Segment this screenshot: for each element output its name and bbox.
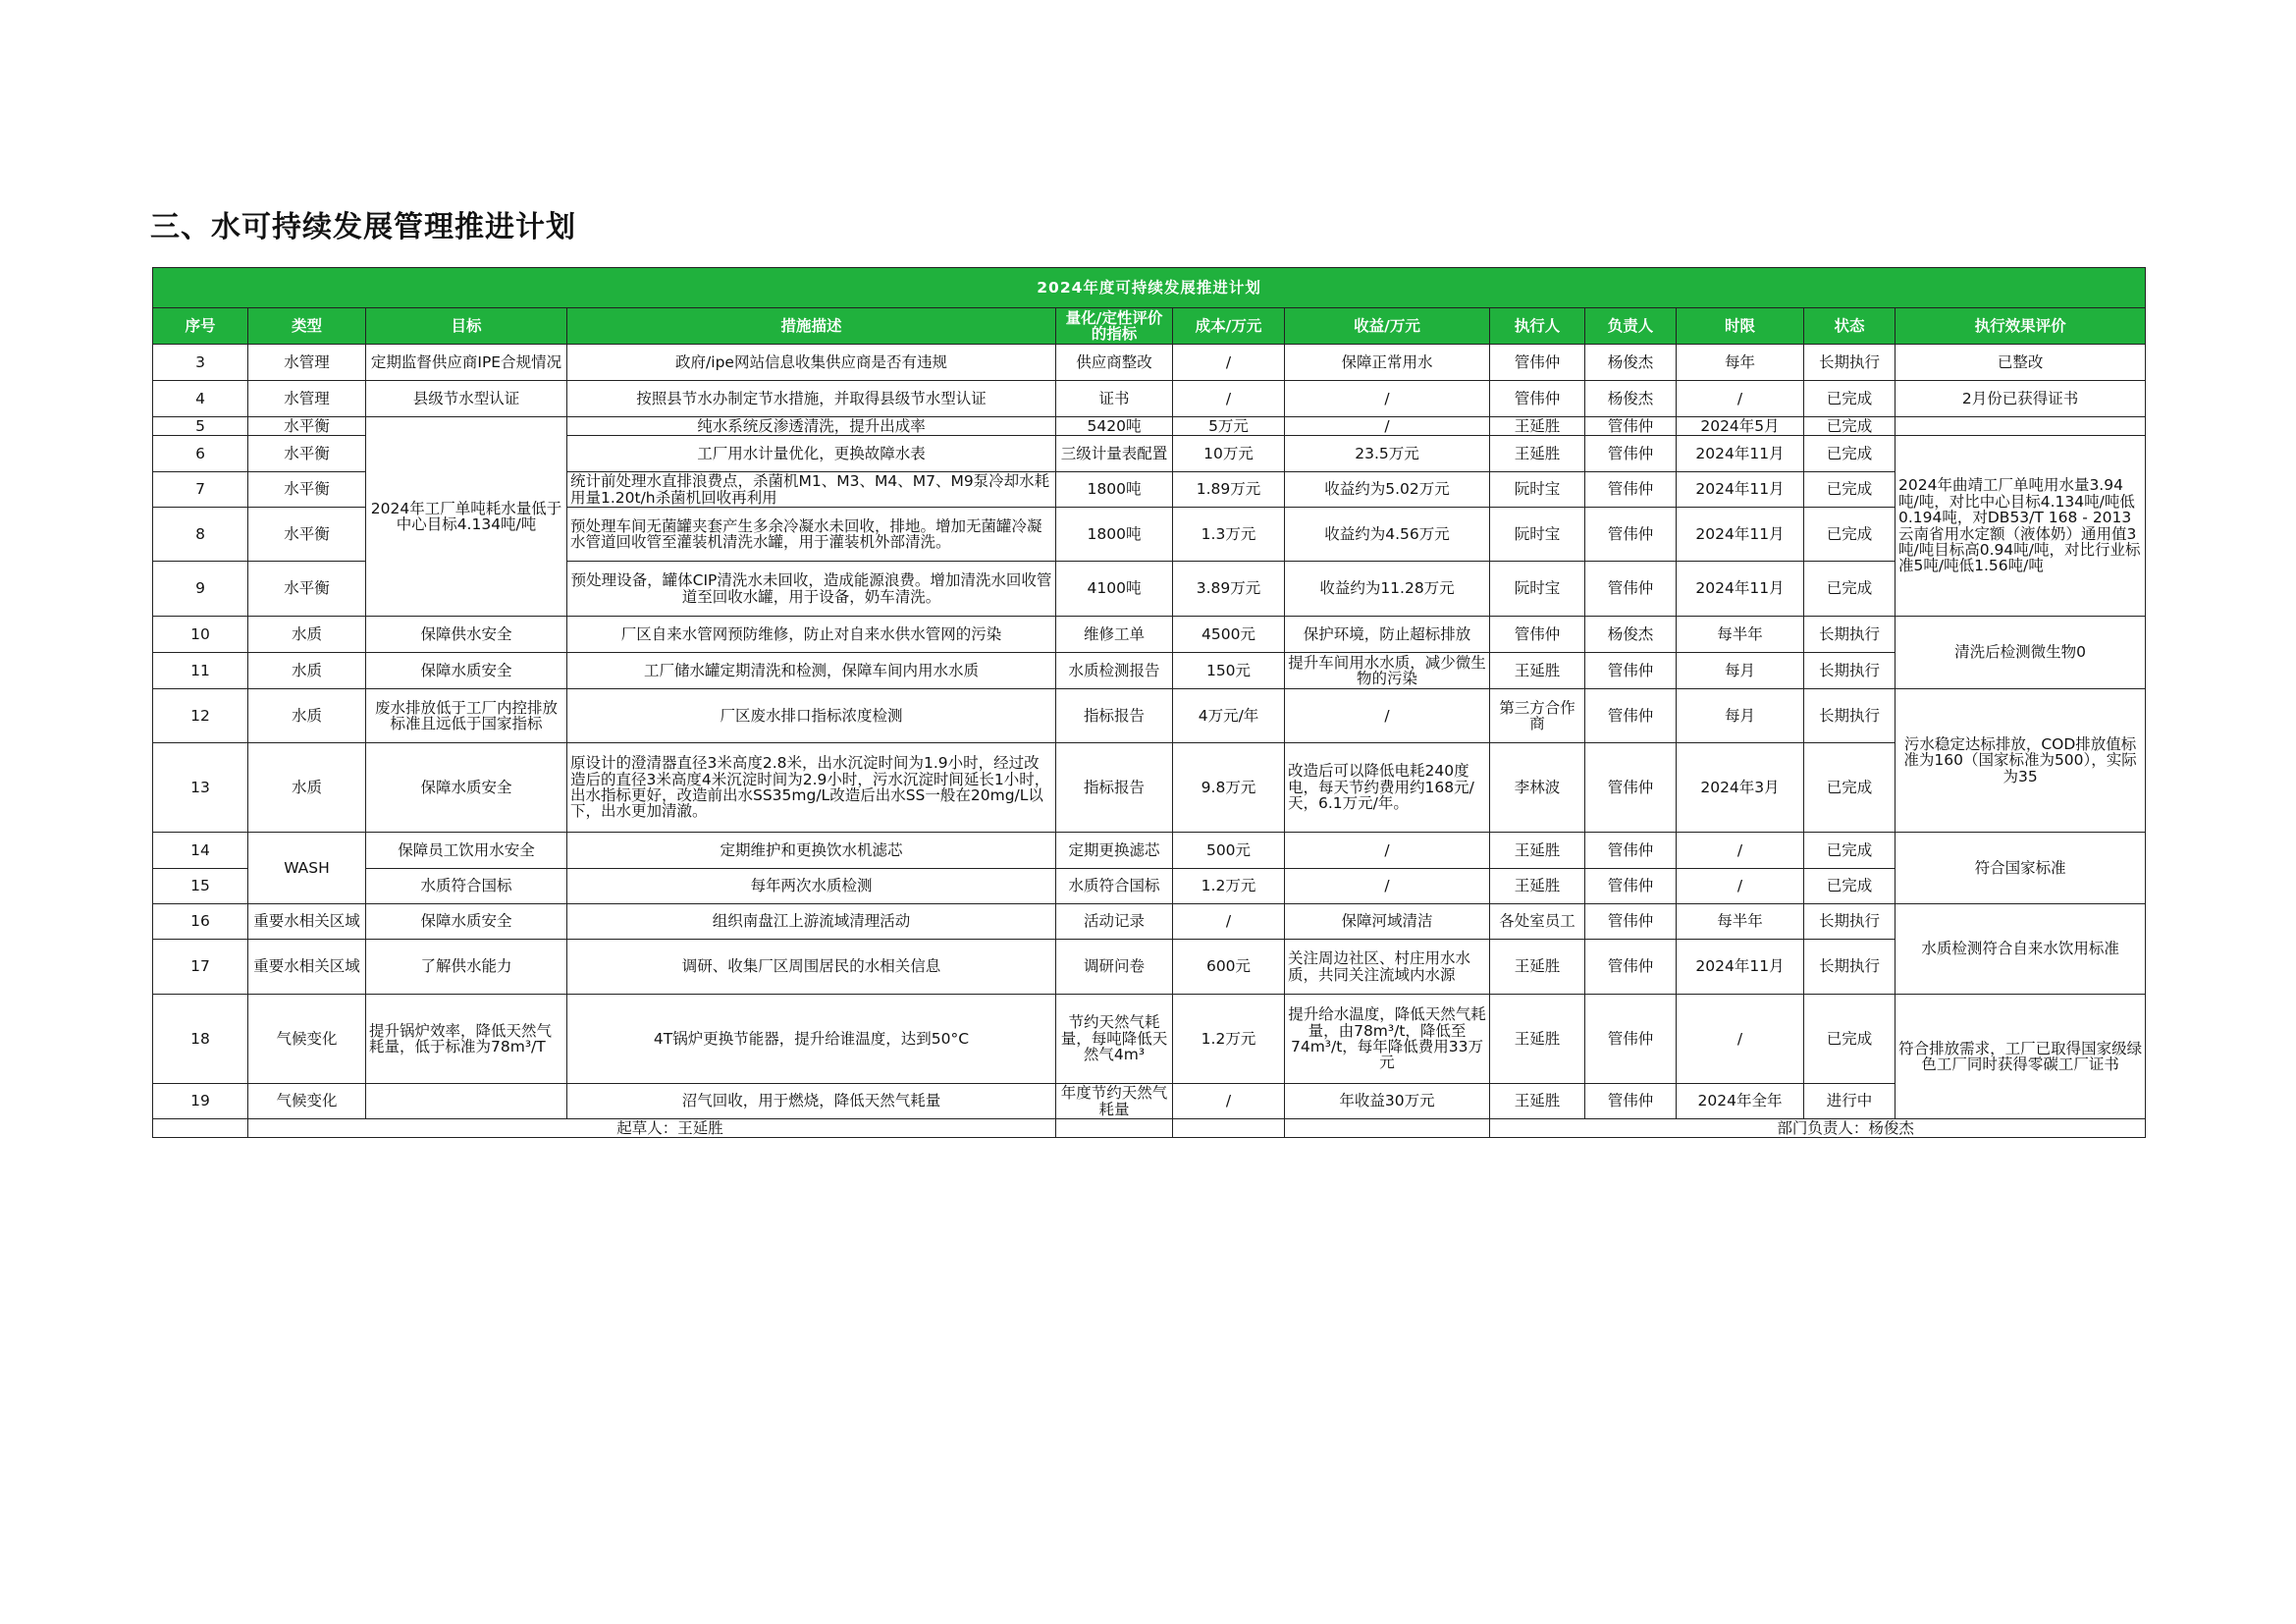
cell-effect: 2月份已获得证书 <box>1896 381 2146 417</box>
cell-type: 水平衡 <box>248 472 366 508</box>
cell-goal: 县级节水型认证 <box>366 381 567 417</box>
cell-deadline: 每半年 <box>1677 617 1804 653</box>
cell-effect: 清洗后检测微生物0 <box>1896 617 2146 689</box>
cell-benefit: / <box>1285 417 1490 436</box>
header-indicator: 量化/定性评价的指标 <box>1056 308 1173 345</box>
cell-executor: 王延胜 <box>1490 417 1585 436</box>
cell-no: 15 <box>153 869 248 904</box>
cell-executor: 王延胜 <box>1490 1084 1585 1119</box>
cell-goal: 保障员工饮用水安全 <box>366 833 567 869</box>
cell-indicator: 活动记录 <box>1056 904 1173 940</box>
cell-benefit: 保护环境，防止超标排放 <box>1285 617 1490 653</box>
cell-no: 6 <box>153 436 248 472</box>
header-status: 状态 <box>1804 308 1896 345</box>
table-row <box>153 417 2146 436</box>
cell-type: 水质 <box>248 743 366 833</box>
cell-no: 3 <box>153 345 248 381</box>
cell-cost: 5万元 <box>1173 417 1285 436</box>
cell-measure: 按照县节水办制定节水措施，并取得县级节水型认证 <box>567 381 1056 417</box>
plan-sheet <box>152 267 2145 1138</box>
cell-goal: 2024年工厂单吨耗水量低于中心目标4.134吨/吨 <box>366 417 567 617</box>
cell-measure: 定期维护和更换饮水机滤芯 <box>567 833 1056 869</box>
cell-executor: 管伟仲 <box>1490 617 1585 653</box>
cell-goal: 水质符合国标 <box>366 869 567 904</box>
cell-no: 14 <box>153 833 248 869</box>
cell-deadline: 2024年11月 <box>1677 508 1804 562</box>
cell-no: 9 <box>153 562 248 617</box>
table-row <box>153 381 2146 417</box>
cell-status: 已完成 <box>1804 995 1896 1084</box>
cell-owner: 管伟仲 <box>1585 417 1677 436</box>
cell-type: 水平衡 <box>248 436 366 472</box>
header-executor: 执行人 <box>1490 308 1585 345</box>
cell-owner: 管伟仲 <box>1585 1084 1677 1119</box>
cell-measure: 纯水系统反渗透清洗，提升出成率 <box>567 417 1056 436</box>
cell-cost: / <box>1173 345 1285 381</box>
cell-no: 7 <box>153 472 248 508</box>
cell-measure: 工厂储水罐定期清洗和检测，保障车间内用水水质 <box>567 653 1056 689</box>
cell-cost: 150元 <box>1173 653 1285 689</box>
cell-no: 17 <box>153 940 248 995</box>
cell-no: 10 <box>153 617 248 653</box>
cell-effect: 水质检测符合自来水饮用标准 <box>1896 904 2146 995</box>
cell-owner: 杨俊杰 <box>1585 617 1677 653</box>
cell-owner: 管伟仲 <box>1585 869 1677 904</box>
cell-owner: 管伟仲 <box>1585 436 1677 472</box>
cell-goal: 提升锅炉效率，降低天然气耗量，低于标准为78m³/T <box>366 995 567 1084</box>
cell-owner: 管伟仲 <box>1585 940 1677 995</box>
cell-deadline: 2024年11月 <box>1677 940 1804 995</box>
cell-cost: 3.89万元 <box>1173 562 1285 617</box>
cell-no: 8 <box>153 508 248 562</box>
cell-cost: 1.2万元 <box>1173 995 1285 1084</box>
cell-no: 13 <box>153 743 248 833</box>
cell-measure: 政府/ipe网站信息收集供应商是否有违规 <box>567 345 1056 381</box>
header-deadline: 时限 <box>1677 308 1804 345</box>
cell-goal: 保障水质安全 <box>366 743 567 833</box>
cell-indicator: 1800吨 <box>1056 508 1173 562</box>
cell-executor: 王延胜 <box>1490 653 1585 689</box>
cell-executor: 阮时宝 <box>1490 562 1585 617</box>
cell-status: 长期执行 <box>1804 345 1896 381</box>
cell-type: WASH <box>248 833 366 904</box>
cell-owner: 管伟仲 <box>1585 508 1677 562</box>
cell-benefit: 保障河域清洁 <box>1285 904 1490 940</box>
cell-status: 长期执行 <box>1804 904 1896 940</box>
cell-no: 19 <box>153 1084 248 1119</box>
cell-type: 水质 <box>248 653 366 689</box>
cell-status: 已完成 <box>1804 743 1896 833</box>
cell-status: 已完成 <box>1804 381 1896 417</box>
cell-executor: 阮时宝 <box>1490 508 1585 562</box>
cell-cost: / <box>1173 381 1285 417</box>
cell-measure: 厂区自来水管网预防维修，防止对自来水供水管网的污染 <box>567 617 1056 653</box>
cell-owner: 管伟仲 <box>1585 743 1677 833</box>
cell-status: 已完成 <box>1804 562 1896 617</box>
cell-deadline: / <box>1677 833 1804 869</box>
cell-goal: 保障水质安全 <box>366 904 567 940</box>
cell-executor: 阮时宝 <box>1490 472 1585 508</box>
cell-deadline: 2024年11月 <box>1677 436 1804 472</box>
cell-effect: 符合排放需求，工厂已取得国家级绿色工厂同时获得零碳工厂证书 <box>1896 995 2146 1119</box>
cell-type: 水质 <box>248 689 366 743</box>
cell-type: 水管理 <box>248 345 366 381</box>
cell-cost: 1.2万元 <box>1173 869 1285 904</box>
cell-deadline: 每月 <box>1677 689 1804 743</box>
cell-goal: 了解供水能力 <box>366 940 567 995</box>
header-type: 类型 <box>248 308 366 345</box>
cell-executor: 王延胜 <box>1490 436 1585 472</box>
cell-effect <box>1896 417 2146 436</box>
cell-type: 重要水相关区域 <box>248 940 366 995</box>
cell-no: 5 <box>153 417 248 436</box>
cell-measure: 组织南盘江上游流域清理活动 <box>567 904 1056 940</box>
cell-benefit: / <box>1285 381 1490 417</box>
cell-no: 11 <box>153 653 248 689</box>
cell-deadline: 每半年 <box>1677 904 1804 940</box>
cell-indicator: 4100吨 <box>1056 562 1173 617</box>
cell-owner: 杨俊杰 <box>1585 381 1677 417</box>
cell-indicator: 水质检测报告 <box>1056 653 1173 689</box>
cell-owner: 管伟仲 <box>1585 833 1677 869</box>
cell-effect: 符合国家标准 <box>1896 833 2146 904</box>
table-row <box>153 940 2146 995</box>
table-row <box>153 869 2146 904</box>
cell-executor: 王延胜 <box>1490 833 1585 869</box>
cell-type: 重要水相关区域 <box>248 904 366 940</box>
cell-cost: 4500元 <box>1173 617 1285 653</box>
cell-cost: / <box>1173 1084 1285 1119</box>
cell-measure: 原设计的澄清器直径3米高度2.8米，出水沉淀时间为1.9小时，经过改造后的直径3米高度4米沉淀时间为2.9小时，污水沉淀时间延长1小时，出水指标更好，改造前出水SS35mg/L改造后出水SS一般在20mg/L以下，出水更加清澈。 <box>567 743 1056 833</box>
table-row <box>153 743 2146 833</box>
table-row <box>153 617 2146 653</box>
cell-indicator: 定期更换滤芯 <box>1056 833 1173 869</box>
cell-effect: 已整改 <box>1896 345 2146 381</box>
cell-measure: 预处理车间无菌罐夹套产生多余冷凝水未回收，排地。增加无菌罐冷凝水管道回收管至灌装机清洗水罐，用于灌装机外部清洗。 <box>567 508 1056 562</box>
cell-indicator: 节约天然气耗量，每吨降低天然气4m³ <box>1056 995 1173 1084</box>
cell-measure: 沼气回收，用于燃烧，降低天然气耗量 <box>567 1084 1056 1119</box>
cell-owner: 管伟仲 <box>1585 995 1677 1084</box>
cell-cost: 4万元/年 <box>1173 689 1285 743</box>
cell-status: 已完成 <box>1804 417 1896 436</box>
cell-status: 已完成 <box>1804 869 1896 904</box>
cell-status: 长期执行 <box>1804 940 1896 995</box>
cell-type: 水平衡 <box>248 562 366 617</box>
table-row <box>153 995 2146 1084</box>
header-owner: 负责人 <box>1585 308 1677 345</box>
cell-effect: 2024年曲靖工厂单吨用水量3.94吨/吨，对比中心目标4.134吨/吨低0.194吨，对DB53/T 168 - 2013云南省用水定额（液体奶）通用值3吨/吨目标高0.94吨/吨，对比行业标准5吨/吨低1.56吨/吨 <box>1896 436 2146 617</box>
cell-benefit: 改造后可以降低电耗240度电，每天节约费用约168元/天，6.1万元/年。 <box>1285 743 1490 833</box>
cell-indicator: 供应商整改 <box>1056 345 1173 381</box>
cell-type: 水管理 <box>248 381 366 417</box>
cell-owner: 管伟仲 <box>1585 472 1677 508</box>
cell-owner: 管伟仲 <box>1585 689 1677 743</box>
cell-measure: 预处理设备，罐体CIP清洗水未回收，造成能源浪费。增加清洗水回收管道至回收水罐，用于设备，奶车清洗。 <box>567 562 1056 617</box>
cell-cost: 10万元 <box>1173 436 1285 472</box>
cell-benefit: 收益约为5.02万元 <box>1285 472 1490 508</box>
cell-benefit: / <box>1285 869 1490 904</box>
cell-executor: 王延胜 <box>1490 940 1585 995</box>
cell-executor: 管伟仲 <box>1490 381 1585 417</box>
header-effect: 执行效果评价 <box>1896 308 2146 345</box>
cell-benefit: 年收益30万元 <box>1285 1084 1490 1119</box>
table-title: 2024年度可持续发展推进计划 <box>153 268 2146 308</box>
table-row <box>153 904 2146 940</box>
cell-indicator: 5420吨 <box>1056 417 1173 436</box>
signature-row <box>153 1119 2146 1138</box>
cell-indicator: 指标报告 <box>1056 689 1173 743</box>
cell-indicator: 1800吨 <box>1056 472 1173 508</box>
cell-no: 4 <box>153 381 248 417</box>
cell-benefit: 23.5万元 <box>1285 436 1490 472</box>
cell-type: 气候变化 <box>248 995 366 1084</box>
cell-no: 18 <box>153 995 248 1084</box>
cell-no: 12 <box>153 689 248 743</box>
cell-benefit: 收益约为11.28万元 <box>1285 562 1490 617</box>
cell-indicator: 三级计量表配置 <box>1056 436 1173 472</box>
drafter-label: 起草人：王延胜 <box>248 1119 1056 1138</box>
cell-executor: 管伟仲 <box>1490 345 1585 381</box>
cell-owner: 杨俊杰 <box>1585 345 1677 381</box>
cell-measure: 每年两次水质检测 <box>567 869 1056 904</box>
cell-executor: 李林波 <box>1490 743 1585 833</box>
cell-status: 长期执行 <box>1804 689 1896 743</box>
cell-type: 水质 <box>248 617 366 653</box>
cell-measure: 厂区废水排口指标浓度检测 <box>567 689 1056 743</box>
cell-owner: 管伟仲 <box>1585 562 1677 617</box>
cell-deadline: / <box>1677 381 1804 417</box>
header-goal: 目标 <box>366 308 567 345</box>
cell-indicator: 水质符合国标 <box>1056 869 1173 904</box>
cell-deadline: 2024年5月 <box>1677 417 1804 436</box>
cell-indicator: 维修工单 <box>1056 617 1173 653</box>
cell-type: 气候变化 <box>248 1084 366 1119</box>
cell-goal: 保障供水安全 <box>366 617 567 653</box>
cell-measure: 工厂用水计量优化，更换故障水表 <box>567 436 1056 472</box>
cell-cost: / <box>1173 904 1285 940</box>
cell-goal: 废水排放低于工厂内控排放标准且远低于国家指标 <box>366 689 567 743</box>
cell-benefit: 提升车间用水水质，减少微生物的污染 <box>1285 653 1490 689</box>
plan-table <box>152 267 2146 1138</box>
cell-cost: 9.8万元 <box>1173 743 1285 833</box>
cell-cost: 500元 <box>1173 833 1285 869</box>
table-row <box>153 653 2146 689</box>
cell-owner: 管伟仲 <box>1585 904 1677 940</box>
cell-no: 16 <box>153 904 248 940</box>
cell-benefit: / <box>1285 689 1490 743</box>
cell-deadline: / <box>1677 869 1804 904</box>
cell-status: 已完成 <box>1804 436 1896 472</box>
cell-status: 长期执行 <box>1804 653 1896 689</box>
cell-indicator: 调研问卷 <box>1056 940 1173 995</box>
cell-executor: 王延胜 <box>1490 995 1585 1084</box>
dept-head-label: 部门负责人：杨俊杰 <box>1490 1119 2146 1138</box>
cell-deadline: / <box>1677 995 1804 1084</box>
cell-status: 已完成 <box>1804 508 1896 562</box>
cell-deadline: 2024年11月 <box>1677 472 1804 508</box>
table-row <box>153 689 2146 743</box>
header-no: 序号 <box>153 308 248 345</box>
cell-deadline: 2024年3月 <box>1677 743 1804 833</box>
cell-cost: 1.3万元 <box>1173 508 1285 562</box>
section-title: 三、水可持续发展管理推进计划 <box>150 210 576 244</box>
cell-status: 进行中 <box>1804 1084 1896 1119</box>
cell-executor: 王延胜 <box>1490 869 1585 904</box>
cell-indicator: 年度节约天然气耗量 <box>1056 1084 1173 1119</box>
cell-measure: 统计前处理水直排浪费点，杀菌机M1、M3、M4、M7、M9泵冷却水耗用量1.20t/h杀菌机回收再利用 <box>567 472 1056 508</box>
cell-status: 已完成 <box>1804 472 1896 508</box>
table-row <box>153 345 2146 381</box>
cell-benefit: 收益约为4.56万元 <box>1285 508 1490 562</box>
table-header-row <box>153 308 2146 345</box>
header-cost: 成本/万元 <box>1173 308 1285 345</box>
cell-status: 长期执行 <box>1804 617 1896 653</box>
cell-deadline: 每年 <box>1677 345 1804 381</box>
cell-executor: 各处室员工 <box>1490 904 1585 940</box>
cell-benefit: / <box>1285 833 1490 869</box>
table-row <box>153 1084 2146 1119</box>
table-row <box>153 833 2146 869</box>
header-benefit: 收益/万元 <box>1285 308 1490 345</box>
cell-type: 水平衡 <box>248 417 366 436</box>
cell-effect: 污水稳定达标排放，COD排放值标准为160（国家标准为500），实际为35 <box>1896 689 2146 833</box>
cell-status: 已完成 <box>1804 833 1896 869</box>
cell-indicator: 证书 <box>1056 381 1173 417</box>
cell-deadline: 每月 <box>1677 653 1804 689</box>
cell-cost: 1.89万元 <box>1173 472 1285 508</box>
cell-measure: 调研、收集厂区周围居民的水相关信息 <box>567 940 1056 995</box>
cell-cost: 600元 <box>1173 940 1285 995</box>
cell-goal: 保障水质安全 <box>366 653 567 689</box>
cell-benefit: 关注周边社区、村庄用水水质，共同关注流域内水源 <box>1285 940 1490 995</box>
cell-goal <box>366 1084 567 1119</box>
cell-owner: 管伟仲 <box>1585 653 1677 689</box>
cell-benefit: 提升给水温度，降低天然气耗量，由78m³/t，降低至74m³/t，每年降低费用33万元 <box>1285 995 1490 1084</box>
cell-indicator: 指标报告 <box>1056 743 1173 833</box>
cell-deadline: 2024年11月 <box>1677 562 1804 617</box>
cell-deadline: 2024年全年 <box>1677 1084 1804 1119</box>
cell-type: 水平衡 <box>248 508 366 562</box>
cell-executor: 第三方合作商 <box>1490 689 1585 743</box>
cell-measure: 4T锅炉更换节能器，提升给谁温度，达到50°C <box>567 995 1056 1084</box>
header-measure: 措施描述 <box>567 308 1056 345</box>
cell-benefit: 保障正常用水 <box>1285 345 1490 381</box>
cell-goal: 定期监督供应商IPE合规情况 <box>366 345 567 381</box>
